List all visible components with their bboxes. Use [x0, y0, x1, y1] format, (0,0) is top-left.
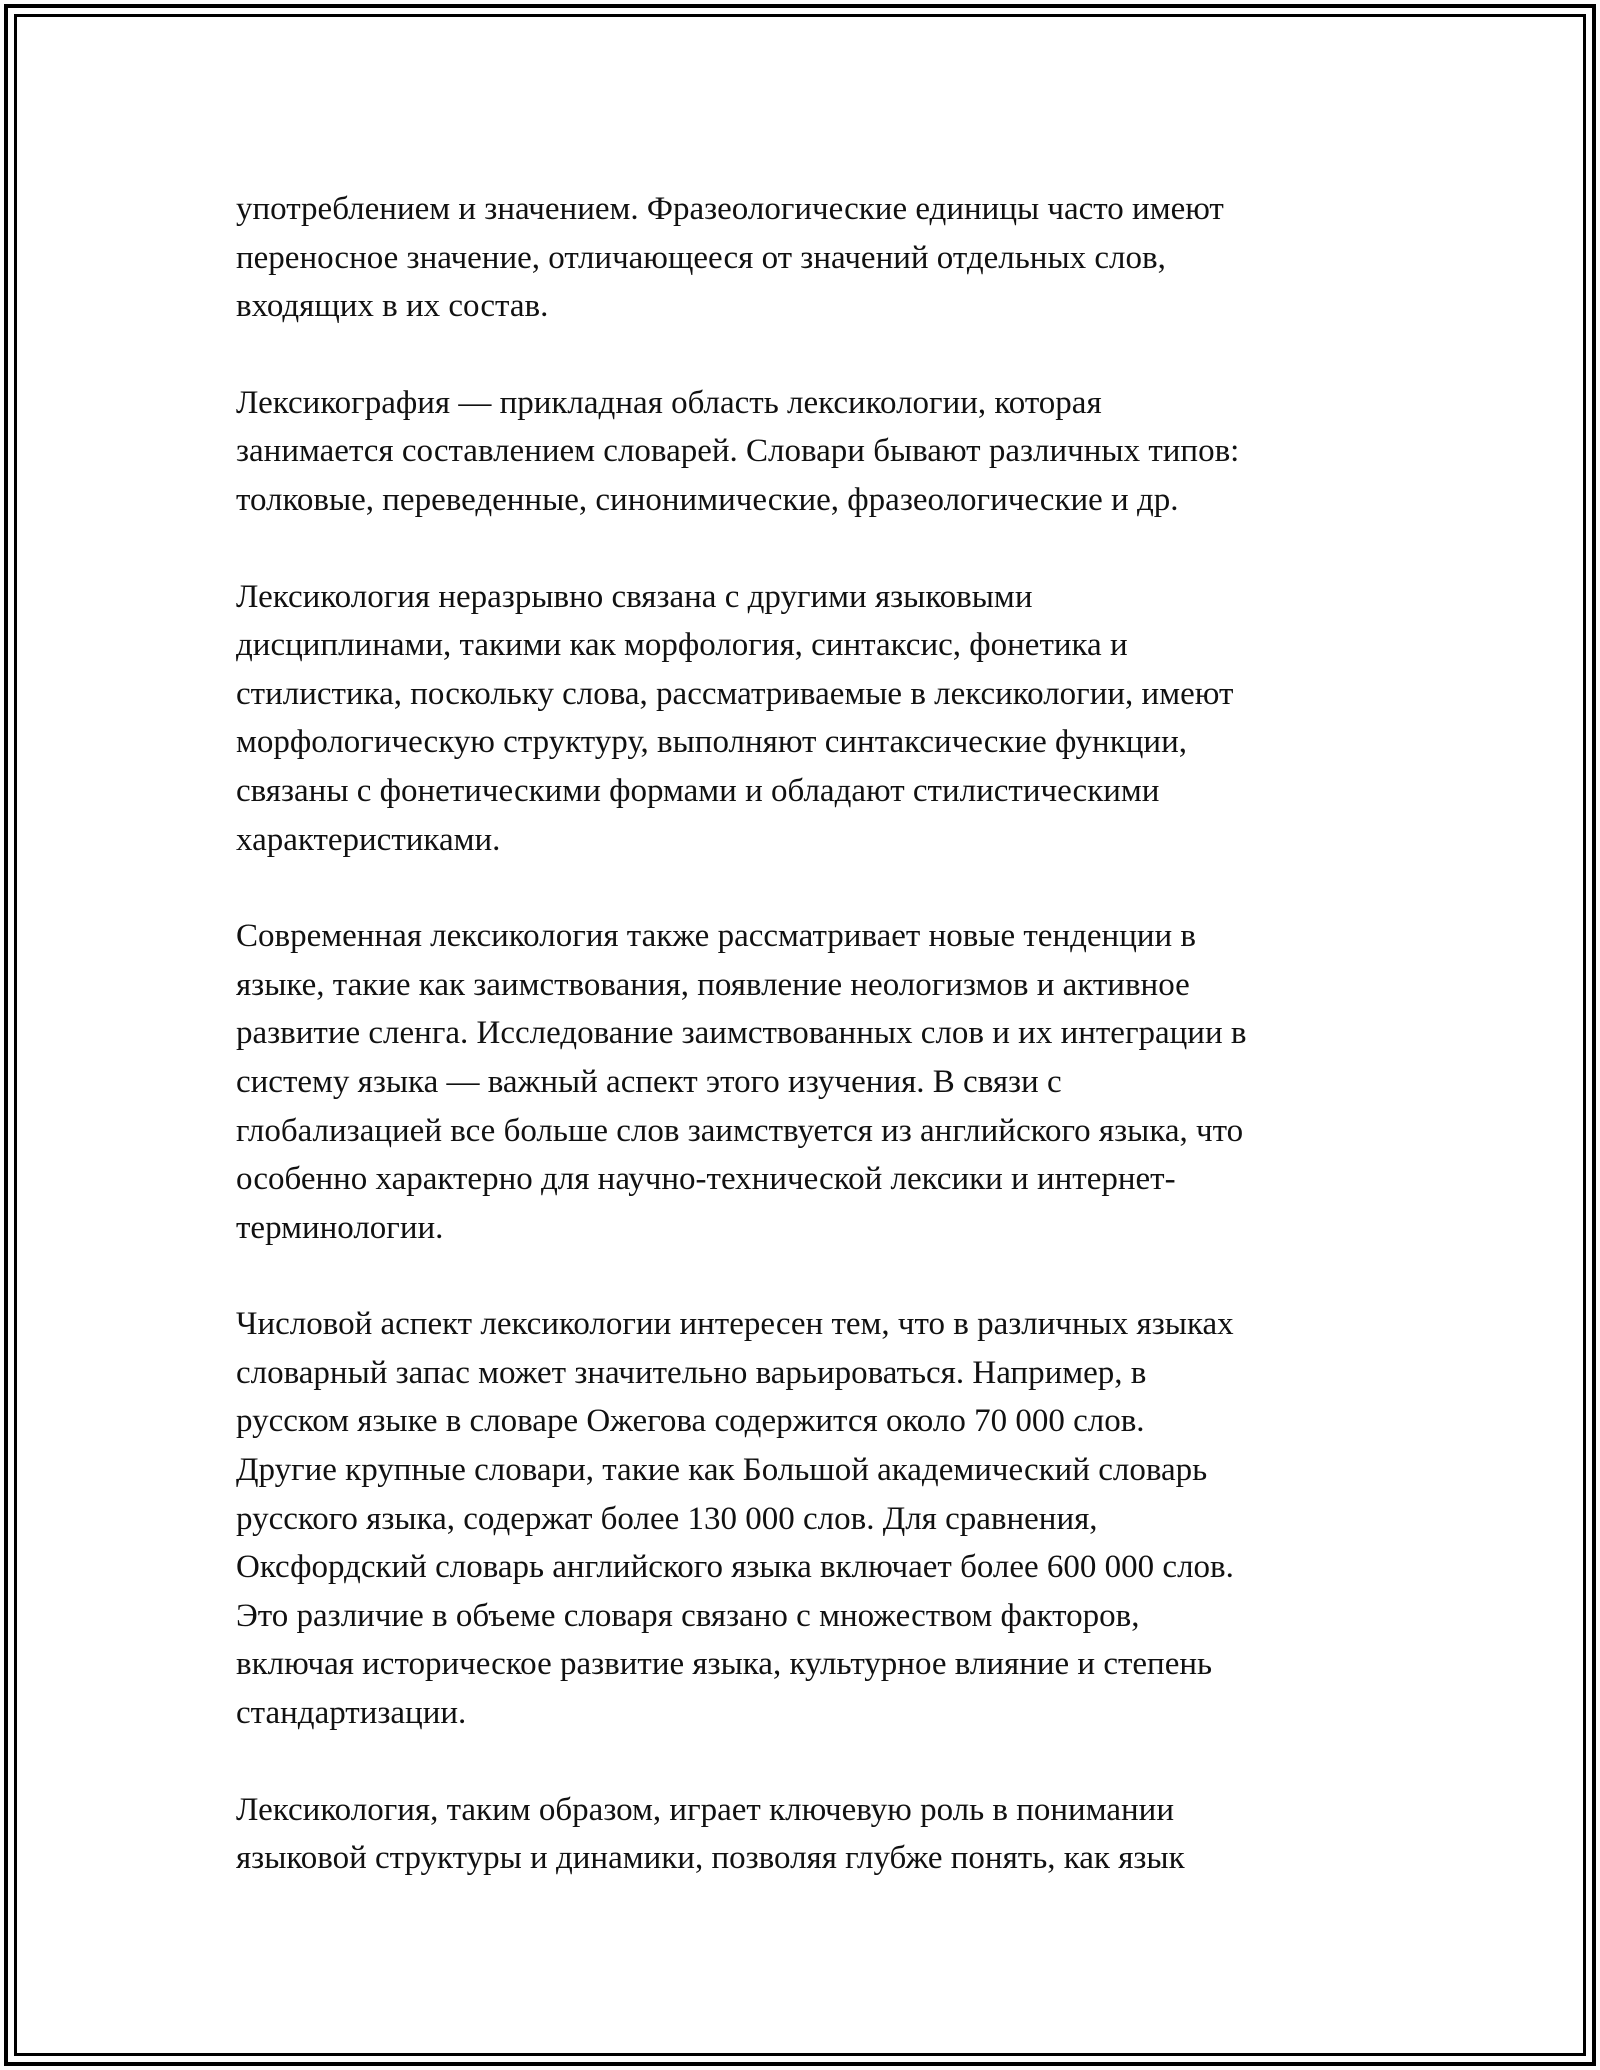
text-line: Оксфордский словарь английского языка включает более 600 000 слов. — [236, 1549, 1234, 1586]
paragraph-conclusion — [236, 1786, 1376, 1883]
text-line: словарный запас может значительно варьироваться. Например, в — [236, 1354, 1147, 1391]
text-line: Современная лексикология также рассматривает новые тенденции в — [236, 918, 1197, 955]
text-line: систему языка — важный аспект этого изучения. В связи с — [236, 1063, 1062, 1100]
text-line: Лексикография — прикладная область лексикологии, которая — [236, 384, 1102, 421]
text-line: дисциплинами, такими как морфология, синтаксис, фонетика и — [236, 627, 1128, 664]
paragraph-modern-trends — [236, 912, 1376, 1252]
paragraph-phraseology — [236, 185, 1376, 331]
text-line: Другие крупные словари, такие как Большой академический словарь — [236, 1452, 1208, 1489]
document-body — [236, 185, 1376, 1931]
text-line: языковой структуры и динамики, позволяя глубже понять, как язык — [236, 1840, 1185, 1877]
text-line: Лексикология неразрывно связана с другими языковыми — [236, 578, 1033, 615]
text-line: русского языка, содержат более 130 000 слов. Для сравнения, — [236, 1500, 1098, 1537]
text-line: особенно характерно для научно-технической лексики и интернет- — [236, 1161, 1176, 1198]
text-line: морфологическую структуру, выполняют синтаксические функции, — [236, 724, 1187, 761]
paragraph-numeric-aspect — [236, 1300, 1376, 1737]
text-line: характеристиками. — [236, 821, 501, 858]
text-line: входящих в их состав. — [236, 288, 549, 325]
text-line: употреблением и значением. Фразеологические единицы часто имеют — [236, 191, 1224, 227]
text-line: стилистика, поскольку слова, рассматриваемые в лексикологии, имеют — [236, 675, 1234, 712]
text-line: толковые, переведенные, синонимические, фразеологические и др. — [236, 481, 1179, 518]
text-line: Лексикология, таким образом, играет ключевую роль в понимании — [236, 1791, 1175, 1828]
text-line: Числовой аспект лексикологии интересен тем, что в различных языках — [236, 1306, 1234, 1343]
text-line: терминологии. — [236, 1209, 444, 1246]
text-line: глобализацией все больше слов заимствуется из английского языка, что — [236, 1112, 1244, 1149]
text-line: языке, такие как заимствования, появление неологизмов и активное — [236, 966, 1190, 1003]
paragraph-lexicography — [236, 379, 1376, 525]
text-line: развитие сленга. Исследование заимствованных слов и их интеграции в — [236, 1015, 1247, 1052]
text-line: включая историческое развитие языка, культурное влияние и степень — [236, 1646, 1213, 1683]
text-line: русском языке в словаре Ожегова содержится около 70 000 слов. — [236, 1403, 1145, 1440]
paragraph-related-disciplines — [236, 573, 1376, 865]
text-line: стандартизации. — [236, 1695, 467, 1732]
text-line: Это различие в объеме словаря связано с множеством факторов, — [236, 1597, 1140, 1634]
text-line: переносное значение, отличающееся от значений отдельных слов, — [236, 239, 1166, 276]
text-line: связаны с фонетическими формами и обладают стилистическими — [236, 772, 1160, 809]
text-line: занимается составлением словарей. Словари бывают различных типов: — [236, 433, 1240, 470]
